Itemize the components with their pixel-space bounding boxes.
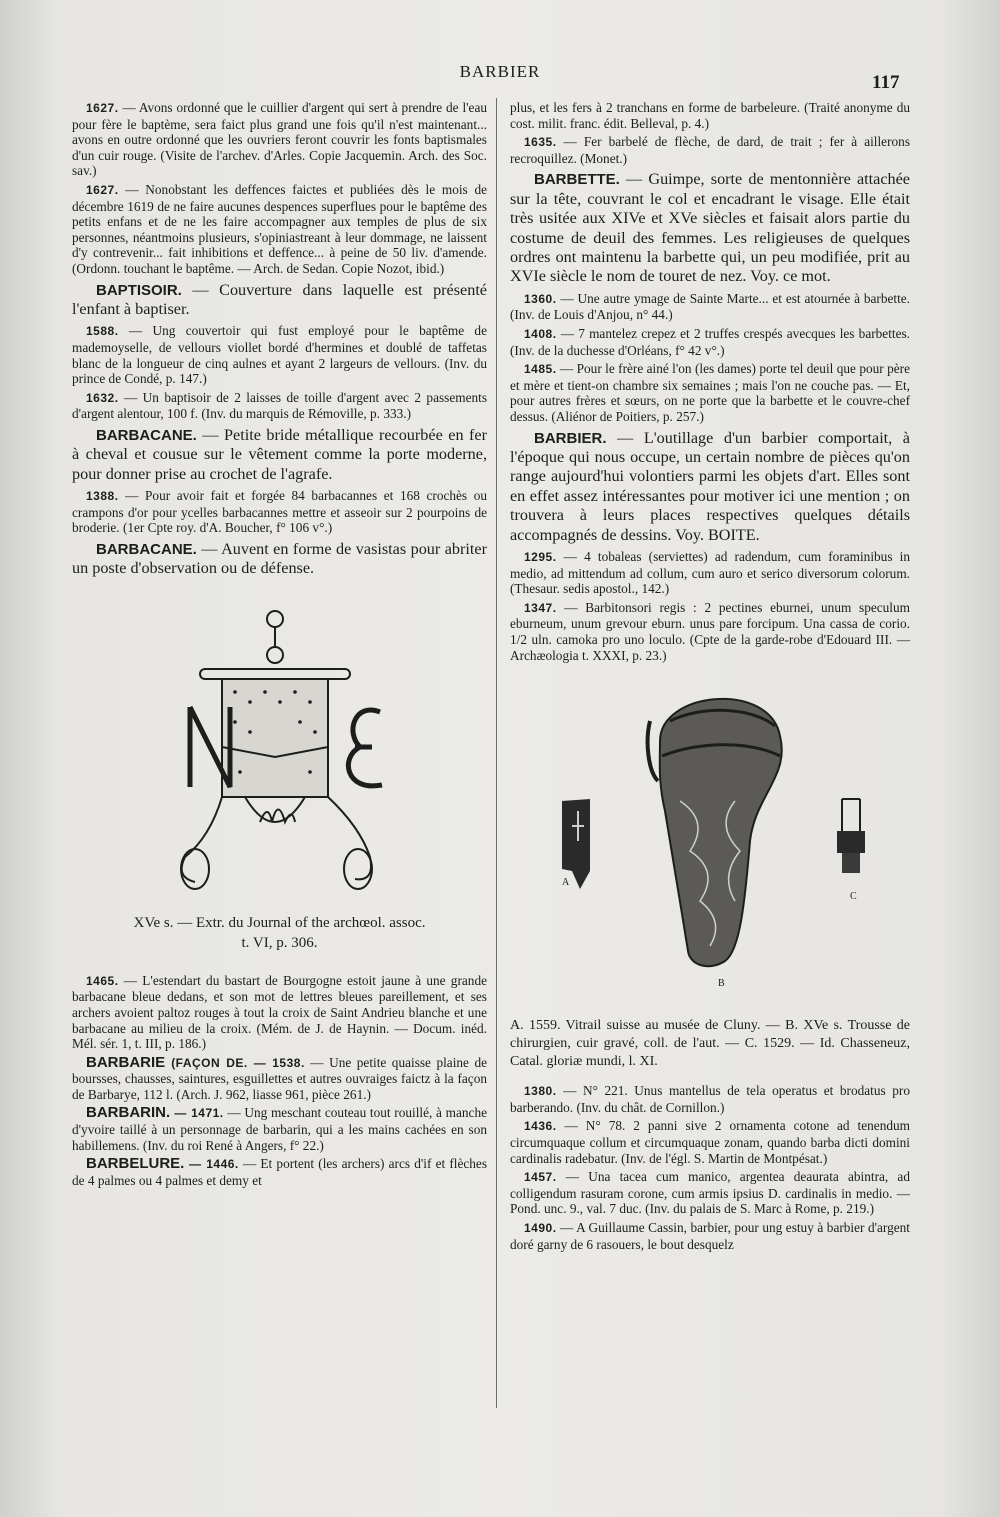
entry-year: 1360. (524, 291, 557, 306)
dictionary-entry (72, 1105, 487, 1153)
entry-text: — A Guillaume Cassin, barbier, pour ung estuy à barbier d'argent doré garny de 6 rasouers, le bout desquelz (510, 1219, 910, 1252)
entry-text: — Fer barbelé de flèche, de dard, de trait ; fer à aillerons recroquillez. (Monet.) (510, 134, 910, 166)
entry-text: — 7 mantelez crepez et 2 truffes crespés avecques les barbettes. (Inv. de la duchesse d'Orléans, f° 42 v°.) (510, 326, 910, 358)
banner-illustration (150, 607, 410, 907)
entry-text: — Pour avoir fait et forgée 84 barbacannes et 168 crochès ou crampons d'or pour ycelles barbacannes mettre et asseoir sur 2 pourpoins de broderie. (1er Cpte roy. d'A. Boucher, f° 106 v°.) (72, 488, 487, 536)
dictionary-entry (510, 429, 910, 545)
running-header: BARBIER (459, 62, 541, 81)
dictionary-entry (72, 426, 487, 484)
entry-definition: — Petite bride métallique recourbée en fer à cheval et cousue sur le vêtement comme la porte moderne, pour donner prise au crochet de l'agrafe. (72, 425, 487, 483)
figure-caption (72, 913, 487, 953)
entry-text: — Barbitonsori regis : 2 pectines eburnei, unum speculum eburneum, unum grevour eburn. unus pare forcipum. Una cassa de corio. 1/2 uln. camoka pro uno loculo. (Cpte de la garde-robe d'Edouard III. — Archæologia t. XXXI, p. 23.) (510, 599, 910, 663)
entry (510, 549, 910, 597)
entry-heading: BARBARIN. (86, 1104, 171, 1122)
dictionary-entry (72, 281, 487, 320)
entry-year: 1627. (86, 182, 119, 197)
entry-year: 1485. (524, 362, 557, 377)
entry-year: 1588. (86, 324, 119, 339)
entry-heading: BARBELURE. (86, 1155, 185, 1173)
entry-definition: — Couverture dans laquelle est présenté l'enfant à baptiser. (72, 280, 487, 318)
dictionary-entry (72, 540, 487, 579)
entry-text: — L'estendart du bastart de Bourgogne estoit jaune à une grande barbacane bleue dedans, et son mot de lettres bleues pareillement, et ses archers avoient paltoz rouges à tout la croix de Saint Andrieu blanche et une barbacane au milieu de la croix. (Mém. de J. de Haynin. — Docum. inéd. Mél. sér. 1, t. III, p. 186.) (72, 972, 487, 1052)
page-number: 117 (872, 72, 900, 93)
entry (72, 390, 487, 422)
entry-year: 1380. (524, 1084, 557, 1099)
entry (72, 100, 487, 179)
entry-definition: — Auvent en forme de vasistas pour abriter un poste d'observation ou de défense. (72, 539, 487, 578)
entry-text: — N° 221. Unus mantellus de tela operatus et brodatus pro barberando. (Inv. du chât. de Cornillon.) (510, 1083, 910, 1115)
entry-text: — Ung couvertoir qui fust employé pour le baptême de mademoyselle, de vellours viollet bordé d'hermines et doublé de taffetas blanc de la longueur de cinq aulnes et ayant 2 largeurs de vellours. (Inv. du prince de Condé, p. 147.) (72, 323, 487, 387)
entry (510, 291, 910, 323)
entry-year: — 1538. (247, 1055, 305, 1070)
entry (72, 488, 487, 536)
entry-heading: BARBACANE. (96, 540, 197, 558)
entry-text: — 4 tobaleas (serviettes) ad radendum, cum foraminibus in medio, ad mittendum ad collum, cum auro et serico diversorum colorum. (Thesaur. sedis apostol., 142.) (510, 549, 910, 597)
entry (510, 600, 910, 663)
entry-year: 1490. (524, 1220, 557, 1235)
entry (510, 134, 910, 166)
entry-year: 1408. (524, 327, 557, 341)
tool-a-illustration (562, 799, 590, 889)
entry-text: — Une petite quaisse plaine de boursses, chausses, saintures, esguillettes et autres ouvraiges faictz à la façon de Barbarye, 112 l. (Arch. J. 962, liasse 961, pièce 261.) (72, 1054, 488, 1102)
column-divider (496, 98, 497, 1408)
entry-year: 1436. (524, 1119, 557, 1134)
entry (510, 1220, 910, 1252)
entry-text: — Ung meschant couteau tout rouillé, à manche d'yvoire taillé à un personnage de barbarin, qui a les mains cachées en son habillemens. (Inv. du roi René à Angers, f° 22.) (72, 1105, 487, 1153)
tool-c-illustration (837, 799, 865, 873)
entry (72, 973, 487, 1052)
entry-definition: — L'outillage d'un barbier comportait, à l'époque qui nous occupe, un certain nombre de pièces qu'on range aujourd'hui volontiers parmi les objets d'art. Elles sont en effet assez intéressantes pour motiver ici une mention ; on trouvera à leurs places respectives quelques détails accompagnés de dessins. Voy. BOITE. (510, 428, 910, 544)
entry-text: — Une autre ymage de Sainte Marte... et est atournée à barbette. (Inv. de Louis d'Anjou, n° 44.) (510, 290, 910, 323)
entry-year: 1627. (86, 101, 119, 115)
entry (72, 182, 487, 277)
entry-heading: BARBIER. (534, 429, 607, 447)
entry (510, 1169, 910, 1217)
entry (510, 1118, 910, 1166)
entry-definition: — Guimpe, sorte de mentonnière attachée sur la tête, couvrant le col et encadrant le visage. Elle était très usitée aux XIVe et XVe siècles et faisait alors partie du costume de deuil des femmes. Les religieuses de quelques ordres ont maintenu la barbette qui, un peu modifiée, prit au XVIe siècle le nom de touret de nez. Voy. ce mot. (510, 170, 910, 286)
entry-text: — N° 78. 2 panni sive 2 ornamenta cotone ad tenendum circumquaque collum et circumquaque zonam, quando barba dicti domini cardinalis radebatur. (Inv. de l'égl. S. Martin de Montpésat.) (510, 1118, 910, 1166)
entry-text: — Una tacea cum manico, argentea deaurata abintra, ad colligendum rasuram corone, cum armis ipsius D. cardinalis in medio. — Pond. unc. 9., val. 7 duc. (Inv. du palais de S. Marc à Rome, p. 219.) (510, 1169, 910, 1217)
figure-label-a: A (562, 877, 570, 889)
barber-tools-illustration (550, 681, 880, 1011)
entry-year: 1295. (524, 550, 557, 564)
entry (72, 323, 487, 386)
entry-year: 1465. (86, 973, 119, 988)
entry-year: 1388. (86, 489, 119, 504)
figure-caption: A. 1559. Vitrail suisse au musée de Cluny. — B. XVe s. Trousse de chirurgien, cuir gravé, coll. de l'aut. — C. 1529. — Id. Chasseneuz, Catal. gloriæ mundi, l. XI. (510, 1018, 910, 1070)
entry (510, 361, 910, 424)
figure-label-c: C (850, 891, 857, 903)
dictionary-entry (72, 1156, 487, 1188)
entry (510, 1083, 910, 1115)
entry-year: 1635. (524, 135, 557, 150)
entry-heading: BARBARIE (86, 1053, 166, 1071)
dictionary-entry (72, 1055, 487, 1103)
figure-label-b: B (718, 978, 725, 990)
figure-caption-line: t. VI, p. 306. (241, 934, 318, 951)
right-column (510, 100, 910, 1255)
entry-year: — 1446. (184, 1157, 239, 1172)
entry-heading: BAPTISOIR. (96, 281, 182, 299)
entry-year: — 1471. (170, 1106, 224, 1121)
figure-caption-line: XVe s. — Extr. du Journal of the archœol. assoc. (133, 914, 426, 931)
entry-text: — Avons ordonné que le cuillier d'argent qui sert à prendre de l'eau pour fère le baptème, sera faict plus grand une fois qu'il n'est maintenant... avons en outre ordonné que les ouvriers feront couvrir les fonts baptismales d'un cuir rouge. (Visite de l'archev. d'Arles. Copie Jacquemin. Arch. des Soc. sav.) (72, 100, 487, 179)
dictionary-entry (510, 170, 910, 286)
surgeon-kit-illustration (648, 699, 782, 966)
entry-year: 1632. (86, 390, 119, 405)
entry-text: — Nonobstant les deffences faictes et publiées dès le mois de décembre 1619 de ne faire aucunes despences superflues pour le baptême des petits enfans et de ne les faire accompagner aux temples de plus de six personnes, néantmoins plusieurs, s'opiniastreant à leur dommage, ne laissent d'y contrevenir... fait inhibitions et deffence... à peine de 50 liv. d'amende. (Ordonn. touchant le baptême. — Arch. de Sedan. Copie Nozot, ibid.) (72, 181, 487, 276)
entry-text: — Pour le frère ainé l'on (les dames) porte tel deuil que pour père et mère et tient-on chambre six semaines ; mais l'on ne couche pas. — Et, pour autres frères et sœurs, on ne porte que la barbette et le couvre-chef dessus. (Aliénor de Poitiers, p. 257.) (510, 361, 910, 424)
entry-year: 1347. (524, 600, 557, 615)
entry (510, 326, 910, 358)
entry-heading-extra: (FAÇON DE. (165, 1055, 248, 1070)
entry-continuation: plus, et les fers à 2 tranchans en forme de barbeleure. (Traité anonyme du cost. milit. franc. édit. Belleval, p. 4.) (510, 100, 910, 131)
left-column (72, 100, 487, 1191)
entry-text: — Un baptisoir de 2 laisses de toille d'argent avec 2 passements d'argent alentour, 100 f. (Inv. du marquis de Rémoville, p. 333.) (72, 389, 487, 422)
entry-text: — Et portent (les archers) arcs d'if et flèches de 4 palmes ou 4 palmes et demy et (72, 1156, 488, 1188)
entry-heading: BARBETTE. (534, 171, 620, 189)
entry-heading: BARBACANE. (96, 426, 197, 444)
entry-year: 1457. (524, 1170, 557, 1185)
